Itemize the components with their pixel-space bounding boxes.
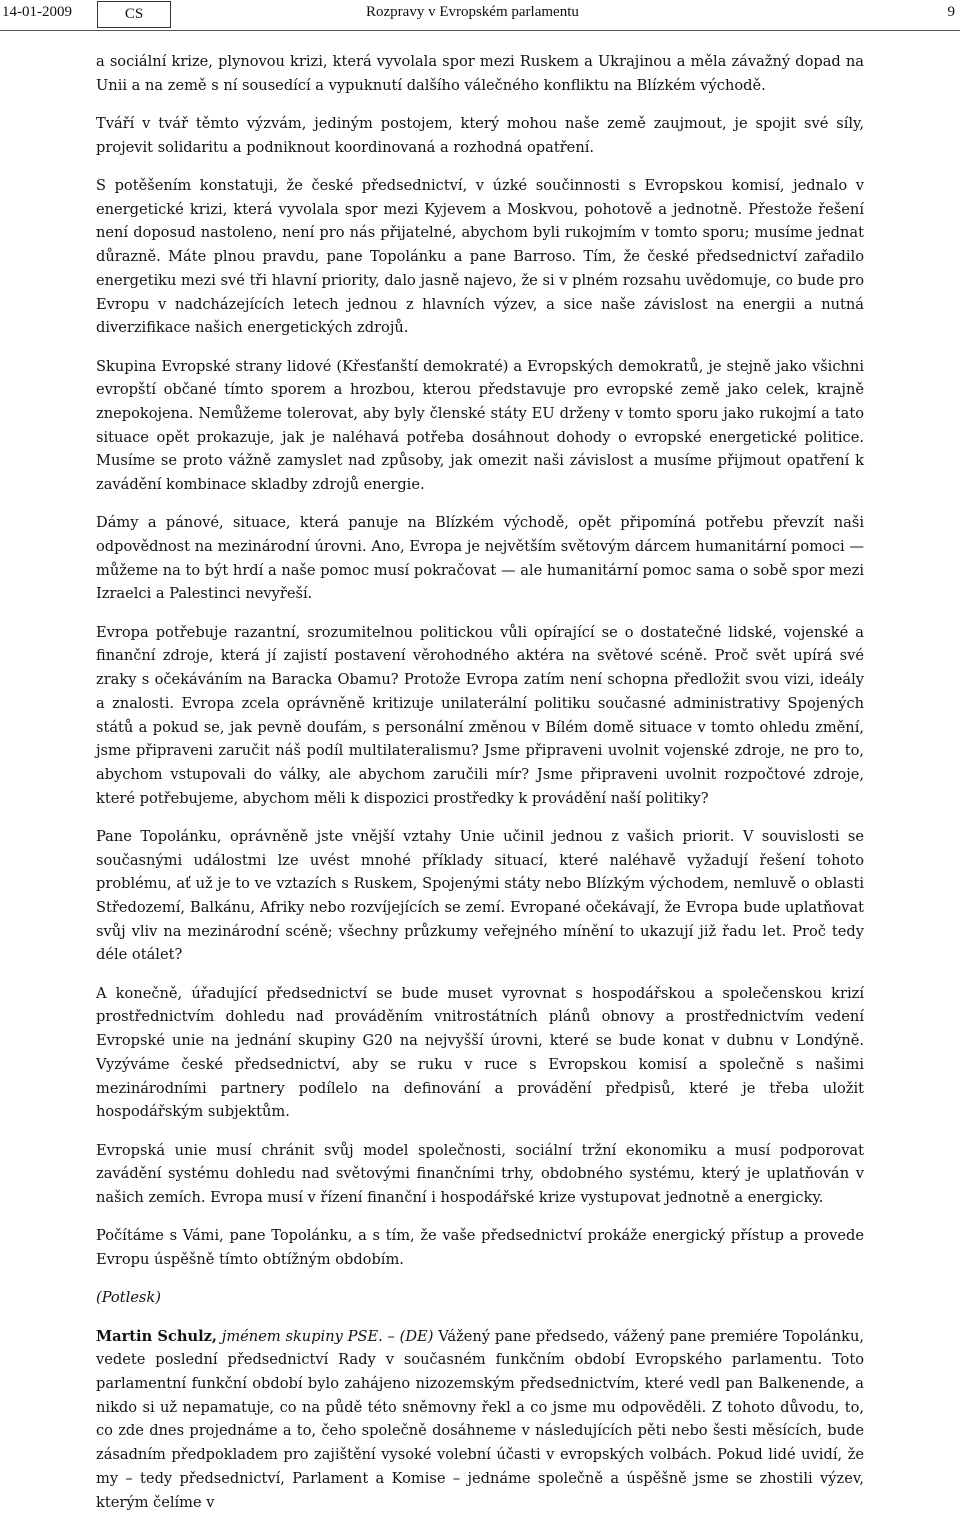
- page-header: [0, 0, 960, 31]
- paragraph: Tváří v tvář těmto výzvám, jediným postojem, který mohou naše země zaujmout, je spojit své síly, projevit solidaritu a podniknout koordinovaná a rozhodná opatření.: [96, 115, 864, 156]
- paragraph: a sociální krize, plynovou krizi, která vyvolala spor mezi Ruskem a Ukrajinou a měla závažný dopad na Unii a na země s ní sousedící a vypuknutí dalšího válečného konfliktu na Blízkém východě.: [96, 53, 864, 94]
- language-badge: CS: [97, 1, 171, 28]
- paragraph: Evropská unie musí chránit svůj model společnosti, sociální tržní ekonomiku a musí podporovat zavádění systému dohledu nad světovými finančními trhy, obdobného systému, který je uplatňován v našich zemích. Evropa musí v řízení finanční i hospodářské krize vystupovat jednotně a energicky.: [96, 1141, 864, 1206]
- publication-title: Rozpravy v Evropském parlamentu: [366, 4, 579, 20]
- page-number: 9: [947, 4, 955, 20]
- header-date: 14-01-2009: [2, 4, 72, 20]
- paragraph: S potěšením konstatuji, že české předsednictví, v úzké součinnosti s Evropskou komisí, jednalo v energetické krizi, která vyvolala spor mezi Kyjevem a Moskvou, pohotově a jednotně. Přestože řešení není doposud nastoleno, není pro nás přijatelné, abychom byli rukojmím v tomto sporu; musíme jednat důrazně. Máte plnou pravdu, pane Topolánku a pane Barroso. Tím, že české předsednictví zařadilo energetiku mezi své tři hlavní priority, dalo jasně najevo, že si v plném rozsahu uvědomuje, co bude pro Evropu v nadcházejících letech jednou z hlavních výzev, a sice naše závislost na energii a nutná diverzifikace našich energetických zdrojů.: [96, 177, 864, 337]
- speech-text: Vážený pane předsedo, vážený pane premiére Topolánku, vedete poslední předsednictví Rady v současném funkčním období Evropského parlamentu. Toto parlamentní funkční období bylo zahájeno nizozemským předsednictvím, které vedl pan Balkenende, a nikdo si už nepamatuje, co na půdě této sněmovny řekl a co jsme mu odpověděli. Z tohoto důvodu, to, co zde dnes projednáme a to, čeho společně dosáhneme v následujících pěti nebo šesti měsících, bude zásadním předpokladem pro zajištění vysoké volební účasti v evropských volbách. Pokud lidé uvidí, že my – tedy předsednictví, Parlament a Komise – jednáme společně a úspěšně jsme se zhostili výzev, kterým čelíme v: [96, 1327, 864, 1511]
- paragraph: Pane Topolánku, oprávněně jste vnější vztahy Unie učinil jednou z vašich priorit. V souvislosti se současnými událostmi lze uvést mnohé příklady situací, které naléhavě vyžadují řešení tohoto problému, ať už je to ve vztazích s Ruskem, Spojenými státy nebo Blízkým východem, nemluvě o oblasti Středozemí, Balkánu, Afriky nebo rozvíjejících se zemí. Evropané očekávají, že Evropa bude uplatňovat svůj vliv na mezinárodní scéně; všechny průzkumy veřejného mínění to ukazují již řadu let. Proč tedy déle otálet?: [96, 827, 864, 964]
- paragraph: Dámy a pánové, situace, která panuje na Blízkém východě, opět připomíná potřebu převzít naši odpovědnost na mezinárodní úrovni. Ano, Evropa je největším světovým dárcem humanitární pomoci — můžeme na to být hrdí a naše pomoc musí pokračovat — ale humanitární pomoc sama o sobě spor mezi Izraelci a Palestinci nevyřeší.: [96, 514, 864, 603]
- paragraph: Evropa potřebuje razantní, srozumitelnou politickou vůli opírající se o dostatečné lidské, vojenské a finanční zdroje, která jí zajistí postavení věrohodného aktéra na světové scéně. Proč svět upírá své zraky s očekáváním na Baracka Obamu? Protože Evropa zatím není schopna předložit svou vizi, ideály a znalosti. Evropa zcela oprávněně kritizuje unilaterální politiku současné administrativy Spojených států a pokud se, jak pevně doufám, s personální změnou v Bílém domě situace v tomto ohledu změní, jsme připraveni zaručit náš podíl multilateralismu? Jsme připraveni uvolnit vojenské zdroje, ne pro to, abychom vstupovali do války, ale abychom zaručili mír? Jsme připraveni uvolnit rozpočtové zdroje, které potřebujeme, abychom měli k dispozici prostředky k provádění naší politiky?: [96, 623, 864, 807]
- paragraph: Skupina Evropské strany lidové (Křesťanští demokraté) a Evropských demokratů, je stejně jako všichni evropští občané tímto sporem a hrozbou, kterou představuje pro evropské země jako celek, krajně znepokojena. Nemůžeme tolerovat, aby byly členské státy EU drženy v tomto sporu jako rukojmí a tato situace opět prokazuje, jak je naléhavá potřeba dosáhnout dohody o evropské energetické politice. Musíme se proto vážně zamyslet nad způsoby, jak omezit naši závislost a musíme přijmout opatření k zavádění kombinace skladby zdrojů energie.: [96, 357, 864, 494]
- speech-language-code: (DE): [399, 1327, 434, 1345]
- paragraph: Počítáme s Vámi, pane Topolánku, a s tím, že vaše předsednictví prokáže energický přístup a provede Evropu úspěšně tímto obtížným obdobím.: [96, 1227, 864, 1268]
- document-body: [96, 50, 864, 1529]
- speaker-role: jménem skupiny PSE.: [217, 1327, 383, 1345]
- paragraph: A konečně, úřadující předsednictví se bude muset vyrovnat s hospodářskou a společenskou krizí prostřednictvím dohledu nad prováděním vnitrostátních plánů obnovy a prostřednictvím vedení Evropské unie na jednání skupiny G20 na nejvyšší úrovni, které se bude konat v dubnu v Londýně. Vyzýváme české předsednictví, aby se ruku v ruce s Evropskou komisí a společně s našimi mezinárodními partnery podílelo na definování a provádění předpisů, které je třeba uložit hospodářským subjektům.: [96, 984, 864, 1121]
- speaker-name: Martin Schulz,: [96, 1327, 217, 1345]
- speech-separator: –: [382, 1327, 400, 1345]
- speech-paragraph: [96, 1325, 864, 1515]
- applause-note: (Potlesk): [96, 1289, 161, 1307]
